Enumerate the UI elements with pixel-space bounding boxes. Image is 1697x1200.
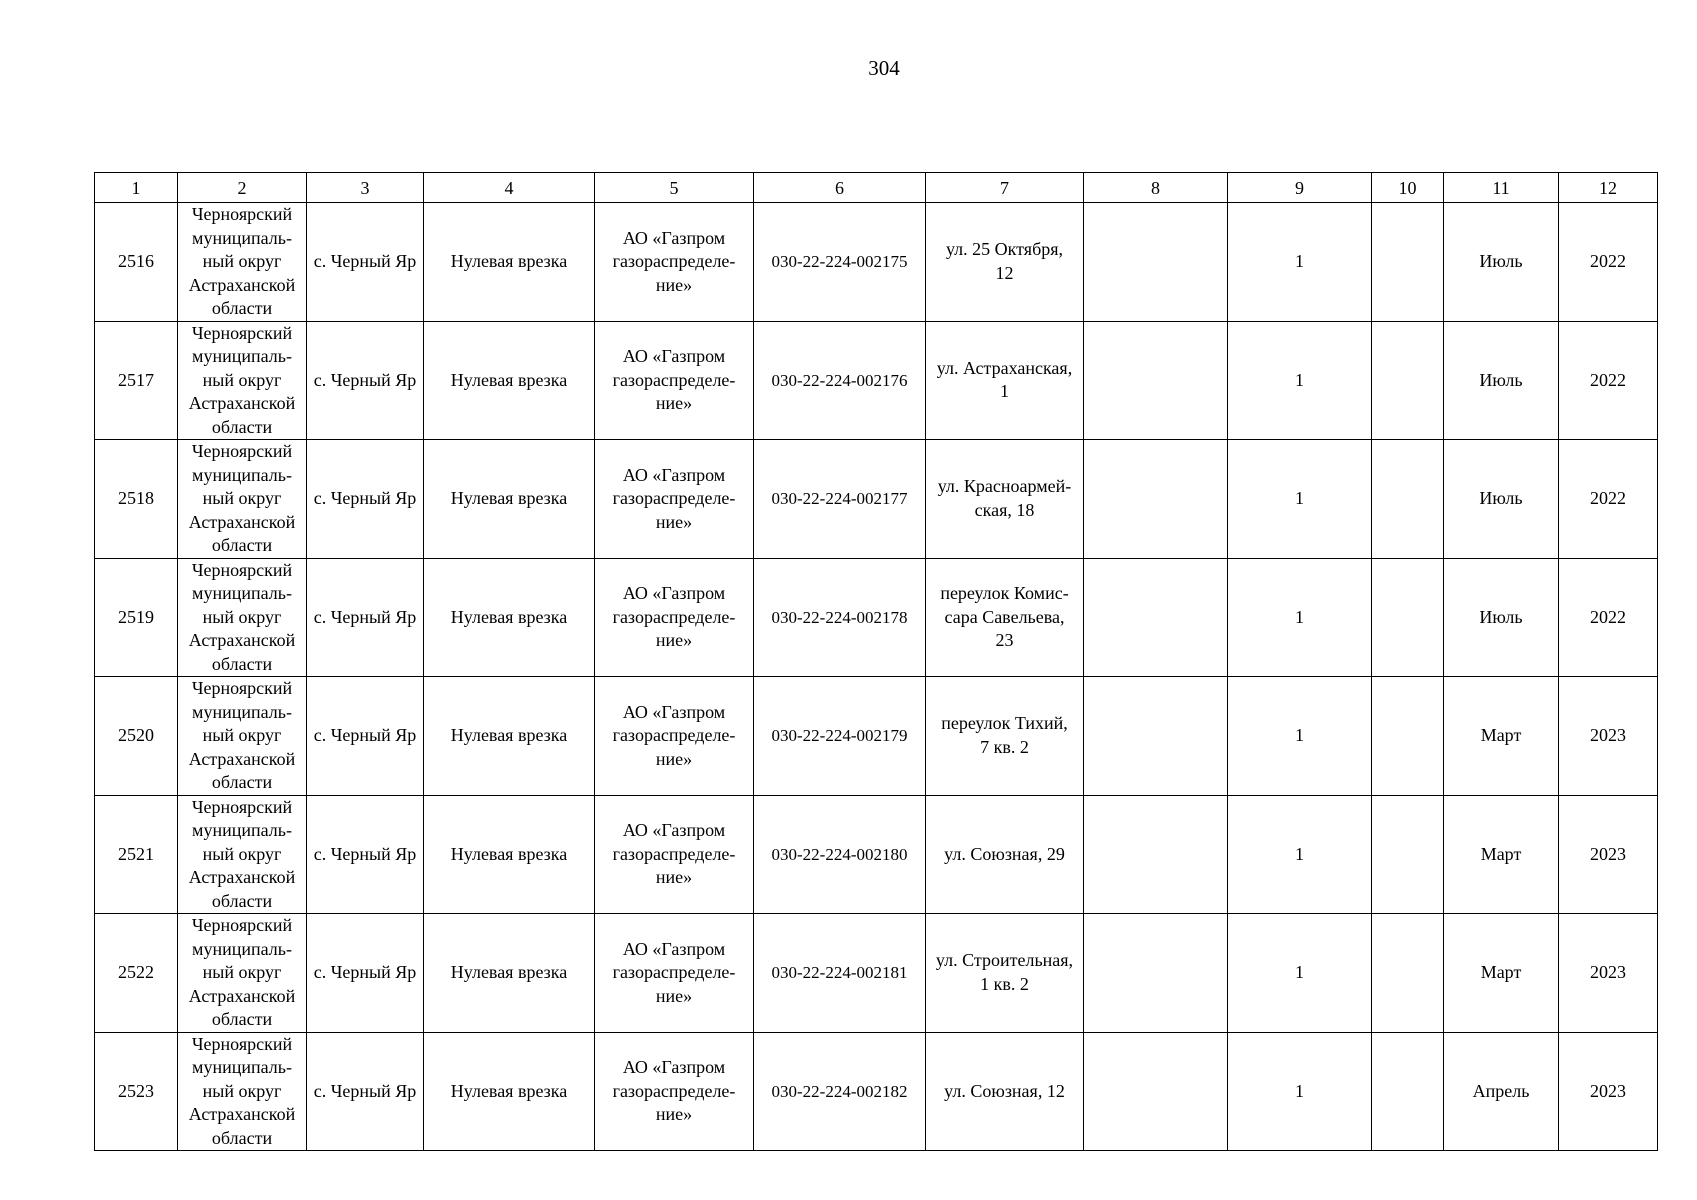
address-cell: [926, 795, 1084, 914]
district-line: Черноярский: [191, 559, 293, 580]
address-line: переулок Комис-: [940, 583, 1069, 603]
address-line: 23: [995, 630, 1014, 650]
column-8-cell: [1084, 1032, 1228, 1151]
organization-line: ние»: [655, 630, 693, 650]
organization-line: газораспределе-: [612, 606, 736, 627]
district-cell: [178, 558, 307, 677]
organization-line: ние»: [655, 867, 693, 887]
organization-line: газораспределе-: [612, 251, 736, 271]
column-10-cell: [1372, 203, 1444, 322]
district-line: Черноярский: [191, 322, 293, 343]
organization-line: газораспределе-: [612, 843, 736, 864]
column-9-cell: 1: [1228, 558, 1372, 677]
address-line: 1: [1000, 381, 1009, 402]
district-line: Черноярский: [191, 441, 293, 461]
district-line: муниципаль-: [192, 701, 292, 722]
address-cell: [926, 914, 1084, 1033]
month-cell: Март: [1444, 914, 1559, 1033]
district-line: Астраханской: [188, 748, 296, 769]
column-9-cell: 1: [1228, 914, 1372, 1033]
district-line: Астраханской: [188, 630, 296, 650]
object-cell: Нулевая врезка: [424, 440, 595, 559]
district-line: муниципаль-: [192, 346, 292, 366]
district-line: муниципаль-: [192, 820, 292, 840]
column-10-cell: [1372, 440, 1444, 559]
header-cell-5: 5: [595, 173, 754, 203]
organization-line: АО «Газпром: [622, 227, 726, 248]
column-8-cell: [1084, 203, 1228, 322]
month-cell: Июль: [1444, 440, 1559, 559]
village-cell: с. Черный Яр: [307, 321, 424, 440]
address-line: ул. 25 Октября,: [945, 239, 1064, 260]
column-9-cell: 1: [1228, 677, 1372, 796]
district-cell: [178, 795, 307, 914]
organization-line: АО «Газпром: [622, 701, 726, 722]
district-line: муниципаль-: [192, 583, 292, 603]
header-row: [95, 173, 1658, 203]
month-cell: Июль: [1444, 321, 1559, 440]
column-8-cell: [1084, 558, 1228, 677]
column-8-cell: [1084, 321, 1228, 440]
year-cell: 2023: [1559, 914, 1658, 1033]
month-cell: Июль: [1444, 558, 1559, 677]
organization-line: ние»: [655, 511, 693, 532]
address-line: 12: [995, 262, 1014, 283]
district-cell: [178, 1032, 307, 1151]
address-cell: [926, 321, 1084, 440]
month-cell: Апрель: [1444, 1032, 1559, 1151]
district-line: Астраханской: [188, 867, 296, 887]
organization-line: АО «Газпром: [622, 1057, 726, 1077]
column-10-cell: [1372, 795, 1444, 914]
row-number-cell: 2521: [95, 795, 178, 914]
district-cell: [178, 321, 307, 440]
object-cell: Нулевая врезка: [424, 914, 595, 1033]
organization-cell: [595, 321, 754, 440]
row-number-cell: 2520: [95, 677, 178, 796]
address-line: 1 кв. 2: [980, 973, 1029, 994]
organization-cell: [595, 795, 754, 914]
page-number: 304: [868, 56, 900, 80]
district-line: Астраханской: [188, 274, 296, 295]
address-cell: [926, 558, 1084, 677]
district-line: области: [211, 535, 273, 555]
organization-line: АО «Газпром: [622, 346, 726, 366]
header-cell-4: 4: [424, 173, 595, 203]
code-cell: 030-22-224-002175: [754, 203, 926, 322]
table-header: [95, 173, 1658, 203]
header-cell-7: 7: [926, 173, 1084, 203]
district-line: области: [211, 1009, 273, 1029]
district-line: ный округ: [202, 725, 282, 745]
district-line: ный округ: [202, 962, 282, 982]
row-number-cell: 2517: [95, 321, 178, 440]
address-line: ул. Союзная, 29: [944, 843, 1065, 864]
month-cell: Март: [1444, 795, 1559, 914]
address-cell: [926, 1032, 1084, 1151]
address-cell: [926, 203, 1084, 322]
district-line: ный округ: [202, 488, 282, 508]
organization-cell: [595, 1032, 754, 1151]
header-cell-2: 2: [178, 173, 307, 203]
column-9-cell: 1: [1228, 440, 1372, 559]
district-line: области: [211, 653, 273, 674]
code-cell: 030-22-224-002180: [754, 795, 926, 914]
village-cell: с. Черный Яр: [307, 677, 424, 796]
village-cell: с. Черный Яр: [307, 795, 424, 914]
district-line: Астраханской: [188, 1104, 296, 1124]
district-line: муниципаль-: [192, 227, 292, 248]
district-line: муниципаль-: [192, 1057, 292, 1077]
code-cell: 030-22-224-002177: [754, 440, 926, 559]
table-row: [95, 440, 1658, 559]
header-cell-9: 9: [1228, 173, 1372, 203]
month-cell: Март: [1444, 677, 1559, 796]
year-cell: 2023: [1559, 1032, 1658, 1151]
village-cell: с. Черный Яр: [307, 440, 424, 559]
table-row: [95, 1032, 1658, 1151]
header-cell-10: 10: [1372, 173, 1444, 203]
column-8-cell: [1084, 440, 1228, 559]
district-line: Черноярский: [191, 678, 293, 698]
district-line: муниципаль-: [192, 938, 292, 959]
organization-cell: [595, 558, 754, 677]
organization-line: ние»: [655, 274, 693, 295]
header-cell-6: 6: [754, 173, 926, 203]
village-cell: с. Черный Яр: [307, 558, 424, 677]
header-cell-8: 8: [1084, 173, 1228, 203]
organization-line: АО «Газпром: [622, 464, 726, 485]
address-line: ул. Союзная, 12: [944, 1080, 1065, 1101]
district-line: Черноярский: [191, 1033, 293, 1054]
district-line: ный округ: [202, 251, 282, 271]
column-8-cell: [1084, 795, 1228, 914]
table-row: [95, 677, 1658, 796]
district-line: ный округ: [202, 369, 282, 390]
address-line: ул. Астраханская,: [936, 357, 1073, 378]
code-cell: 030-22-224-002181: [754, 914, 926, 1033]
address-line: 7 кв. 2: [980, 736, 1029, 757]
address-cell: [926, 677, 1084, 796]
row-number-cell: 2516: [95, 203, 178, 322]
district-cell: [178, 203, 307, 322]
row-number-cell: 2518: [95, 440, 178, 559]
organization-line: ние»: [655, 748, 693, 769]
district-line: области: [211, 772, 273, 792]
organization-cell: [595, 914, 754, 1033]
organization-line: газораспределе-: [612, 488, 736, 508]
table-row: [95, 795, 1658, 914]
district-line: муниципаль-: [192, 464, 292, 485]
organization-line: АО «Газпром: [622, 820, 726, 840]
organization-line: ние»: [655, 393, 693, 413]
column-9-cell: 1: [1228, 203, 1372, 322]
district-line: ный округ: [202, 1080, 282, 1101]
organization-line: газораспределе-: [612, 1080, 736, 1101]
organization-line: газораспределе-: [612, 369, 736, 390]
year-cell: 2022: [1559, 321, 1658, 440]
district-line: области: [211, 890, 273, 911]
column-10-cell: [1372, 1032, 1444, 1151]
address-line: ская, 18: [974, 499, 1035, 520]
district-cell: [178, 440, 307, 559]
district-line: Черноярский: [191, 204, 293, 224]
organization-line: газораспределе-: [612, 725, 736, 745]
row-number-cell: 2519: [95, 558, 178, 677]
organization-line: ние»: [655, 985, 693, 1006]
header-cell-3: 3: [307, 173, 424, 203]
column-9-cell: 1: [1228, 795, 1372, 914]
village-cell: с. Черный Яр: [307, 1032, 424, 1151]
object-cell: Нулевая врезка: [424, 677, 595, 796]
address-line: ул. Строительная,: [935, 950, 1074, 971]
table-row: [95, 203, 1658, 322]
district-cell: [178, 677, 307, 796]
row-number-cell: 2523: [95, 1032, 178, 1151]
code-cell: 030-22-224-002182: [754, 1032, 926, 1151]
district-line: ный округ: [202, 843, 282, 864]
address-line: переулок Тихий,: [941, 713, 1068, 734]
code-cell: 030-22-224-002179: [754, 677, 926, 796]
address-line: ул. Красноармей-: [937, 476, 1072, 497]
object-cell: Нулевая врезка: [424, 558, 595, 677]
organization-line: ние»: [655, 1104, 693, 1124]
table-row: [95, 321, 1658, 440]
district-line: Астраханской: [188, 985, 296, 1006]
district-line: Астраханской: [188, 393, 296, 413]
district-line: области: [211, 1127, 273, 1148]
object-cell: Нулевая врезка: [424, 203, 595, 322]
district-line: области: [211, 298, 273, 318]
table-body: [95, 203, 1658, 1151]
code-cell: 030-22-224-002176: [754, 321, 926, 440]
year-cell: 2022: [1559, 558, 1658, 677]
address-cell: [926, 440, 1084, 559]
column-9-cell: 1: [1228, 321, 1372, 440]
organization-cell: [595, 440, 754, 559]
object-cell: Нулевая врезка: [424, 321, 595, 440]
organization-line: АО «Газпром: [622, 938, 726, 959]
column-8-cell: [1084, 677, 1228, 796]
year-cell: 2023: [1559, 677, 1658, 796]
year-cell: 2023: [1559, 795, 1658, 914]
district-line: области: [211, 416, 273, 437]
district-line: ный округ: [202, 606, 282, 627]
district-cell: [178, 914, 307, 1033]
header-cell-12: 12: [1559, 173, 1658, 203]
year-cell: 2022: [1559, 203, 1658, 322]
address-line: сара Савельева,: [944, 606, 1065, 627]
column-10-cell: [1372, 677, 1444, 796]
district-line: Черноярский: [191, 796, 293, 817]
organization-line: АО «Газпром: [622, 583, 726, 603]
table-row: [95, 558, 1658, 677]
column-8-cell: [1084, 914, 1228, 1033]
district-line: Астраханской: [188, 511, 296, 532]
header-cell-1: 1: [95, 173, 178, 203]
village-cell: с. Черный Яр: [307, 914, 424, 1033]
object-cell: Нулевая врезка: [424, 1032, 595, 1151]
column-9-cell: 1: [1228, 1032, 1372, 1151]
object-cell: Нулевая врезка: [424, 795, 595, 914]
row-number-cell: 2522: [95, 914, 178, 1033]
column-10-cell: [1372, 321, 1444, 440]
district-line: Черноярский: [191, 915, 293, 935]
organization-cell: [595, 203, 754, 322]
data-table: [94, 172, 1658, 1151]
code-cell: 030-22-224-002178: [754, 558, 926, 677]
month-cell: Июль: [1444, 203, 1559, 322]
organization-line: газораспределе-: [612, 962, 736, 982]
header-cell-11: 11: [1444, 173, 1559, 203]
year-cell: 2022: [1559, 440, 1658, 559]
column-10-cell: [1372, 914, 1444, 1033]
column-10-cell: [1372, 558, 1444, 677]
organization-cell: [595, 677, 754, 796]
village-cell: с. Черный Яр: [307, 203, 424, 322]
table-row: [95, 914, 1658, 1033]
